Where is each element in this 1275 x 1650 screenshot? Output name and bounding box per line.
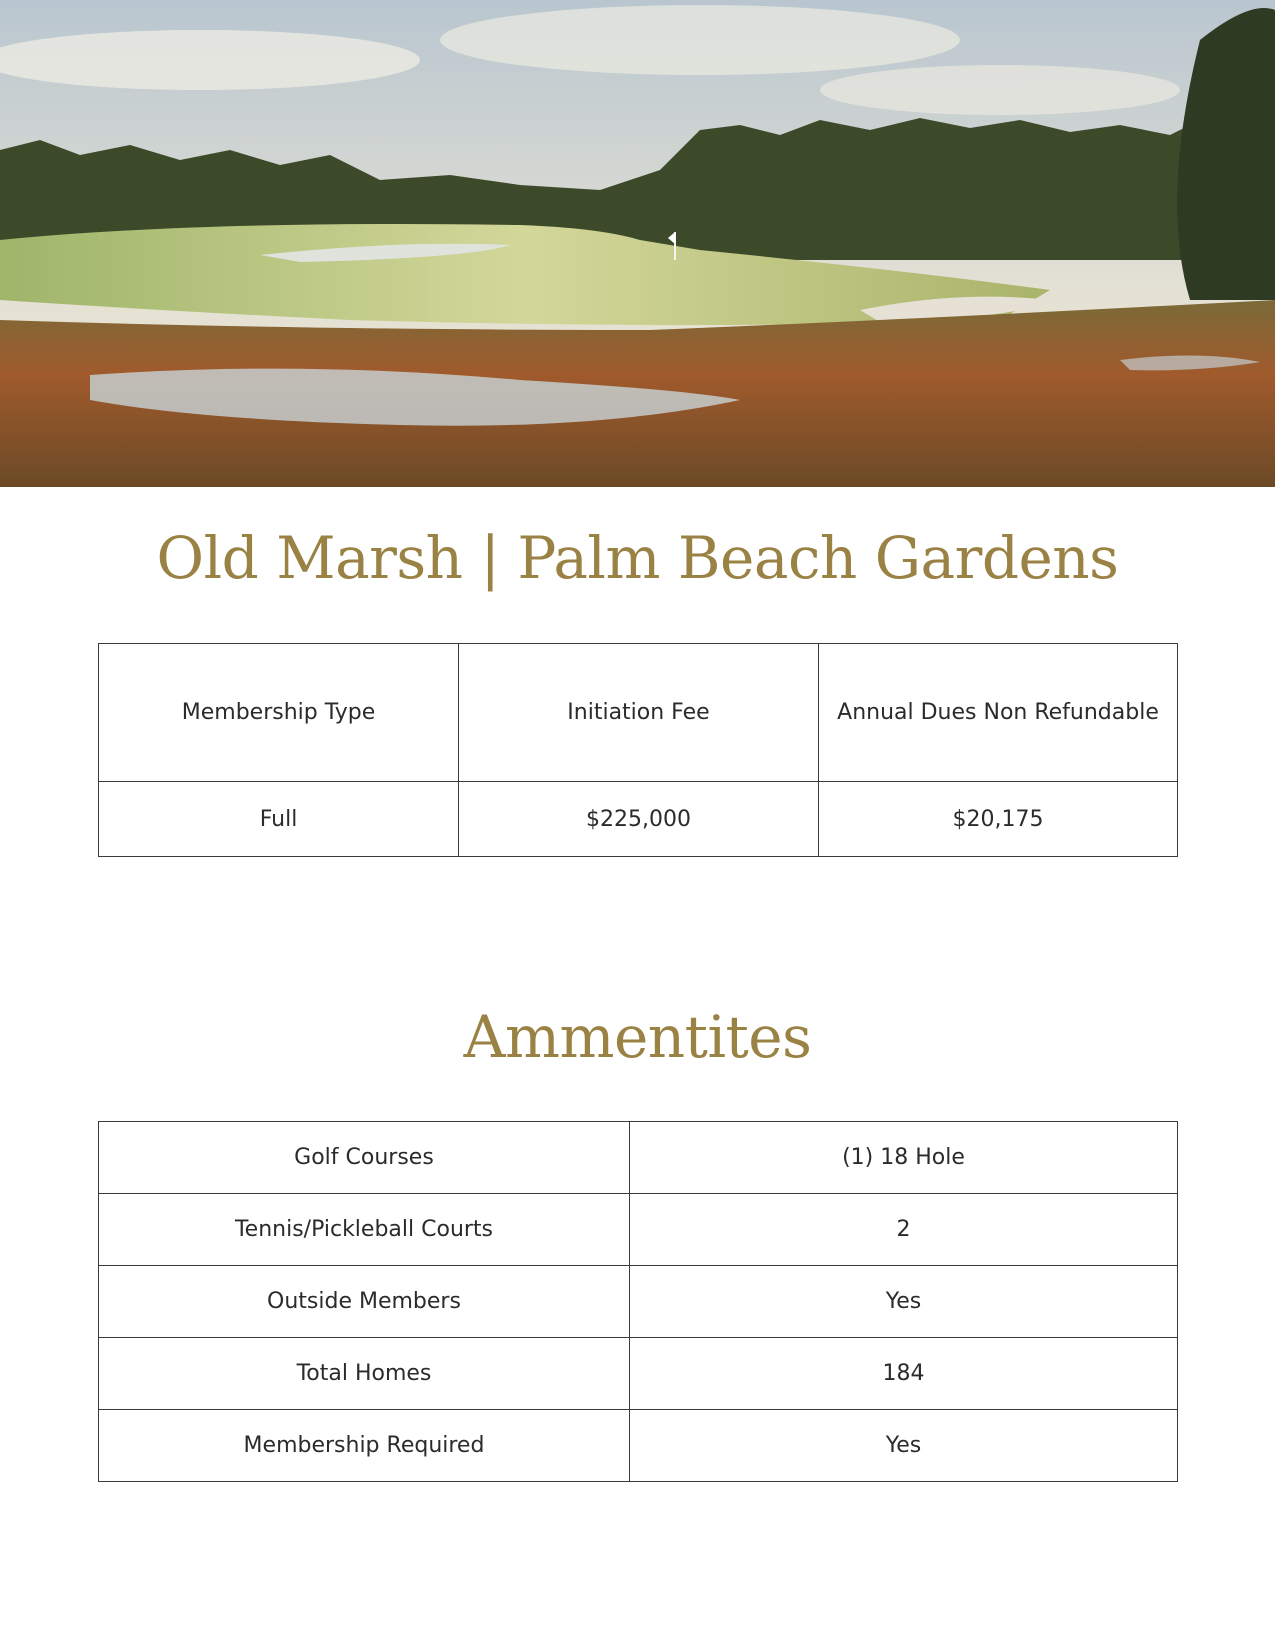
table-row — [99, 782, 1178, 857]
table-row — [99, 1410, 1178, 1482]
amenities-title: Ammentites — [463, 1003, 812, 1071]
amenity-label: Golf Courses — [99, 1122, 630, 1194]
hero-photo — [0, 0, 1275, 487]
amenity-value: 2 — [630, 1194, 1178, 1266]
amenity-label: Membership Required — [99, 1410, 630, 1482]
header-annual-dues: Annual Dues Non Refundable — [819, 644, 1178, 782]
table-row — [99, 1122, 1178, 1194]
amenity-label: Outside Members — [99, 1266, 630, 1338]
amenity-value: 184 — [630, 1338, 1178, 1410]
membership-fees-table — [98, 643, 1178, 857]
table-row — [99, 1266, 1178, 1338]
table-row — [99, 1194, 1178, 1266]
amenity-value: (1) 18 Hole — [630, 1122, 1178, 1194]
amenity-value: Yes — [630, 1410, 1178, 1482]
amenity-value: Yes — [630, 1266, 1178, 1338]
amenity-label: Tennis/Pickleball Courts — [99, 1194, 630, 1266]
table-header-row — [99, 644, 1178, 782]
annual-dues-cell: $20,175 — [819, 782, 1178, 857]
golf-course-landscape-image — [0, 0, 1275, 487]
header-membership-type: Membership Type — [99, 644, 459, 782]
amenities-table — [98, 1121, 1178, 1482]
initiation-fee-cell: $225,000 — [459, 782, 819, 857]
header-initiation-fee: Initiation Fee — [459, 644, 819, 782]
membership-type-cell: Full — [99, 782, 459, 857]
amenity-label: Total Homes — [99, 1338, 630, 1410]
table-row — [99, 1338, 1178, 1410]
page-title: Old Marsh | Palm Beach Gardens — [156, 524, 1119, 592]
